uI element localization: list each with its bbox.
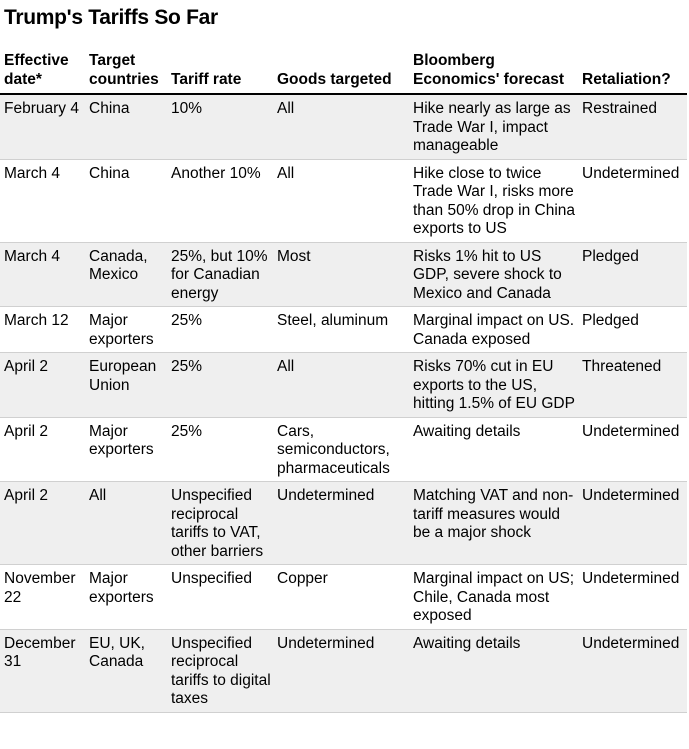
- cell-date: April 2: [4, 487, 48, 504]
- cell-goods: Steel, aluminum: [277, 312, 389, 329]
- cell-rate: 25%: [171, 358, 203, 375]
- header-row: [0, 47, 687, 94]
- table-row: [0, 242, 687, 307]
- cell-retaliation: Undetermined: [582, 164, 680, 182]
- column-header: Target countries: [89, 52, 159, 88]
- tariffs-table: [0, 47, 687, 713]
- cell-countries: EU, UK, Canada: [89, 634, 145, 670]
- cell-goods: All: [277, 164, 295, 182]
- cell-forecast: Awaiting details: [413, 634, 521, 652]
- table-row: [0, 307, 687, 353]
- cell-date: March 4: [4, 247, 60, 265]
- column-header: Goods targeted: [277, 70, 392, 88]
- cell-goods: Cars, semiconductors, pharmaceuticals: [277, 422, 390, 477]
- table-row: [0, 629, 687, 712]
- cell-rate: Another 10%: [171, 164, 261, 182]
- cell-date: December 31: [4, 634, 76, 670]
- cell-date: February 4: [4, 100, 79, 117]
- cell-rate: 25%, but 10% for Canadian energy: [171, 247, 268, 302]
- cell-retaliation: Pledged: [582, 312, 639, 329]
- cell-countries: Canada, Mexico: [89, 247, 148, 283]
- cell-rate: 25%: [171, 422, 203, 440]
- cell-countries: Major exporters: [89, 422, 154, 458]
- cell-forecast: Hike close to twice Trade War I, risks more than 50% drop in China exports to US: [413, 164, 576, 237]
- page-title: Trump's Tariffs So Far: [4, 6, 218, 29]
- cell-countries: China: [89, 164, 130, 182]
- cell-goods: All: [277, 100, 295, 117]
- cell-date: November 22: [4, 570, 76, 606]
- cell-forecast: Matching VAT and non-tariff measures would be a major shock: [413, 487, 574, 541]
- table-row: [0, 159, 687, 242]
- cell-forecast: Risks 70% cut in EU exports to the US, hitting 1.5% of EU GDP: [413, 358, 575, 412]
- cell-retaliation: Pledged: [582, 247, 639, 265]
- cell-retaliation: Threatened: [582, 358, 662, 375]
- cell-retaliation: Undetermined: [582, 487, 680, 504]
- column-header: Tariff rate: [171, 70, 242, 88]
- cell-countries: All: [89, 487, 107, 504]
- cell-date: April 2: [4, 422, 48, 440]
- cell-goods: Copper: [277, 570, 328, 587]
- table-row: [0, 353, 687, 418]
- cell-goods: Undetermined: [277, 487, 375, 504]
- cell-rate: 25%: [171, 312, 203, 329]
- column-header: Bloomberg Economics' forecast: [413, 52, 564, 88]
- column-header: Effective date*: [4, 52, 69, 88]
- cell-retaliation: Undetermined: [582, 422, 680, 440]
- cell-forecast: Marginal impact on US; Chile, Canada most exposed: [413, 570, 575, 624]
- cell-rate: Unspecified reciprocal tariffs to VAT, other barriers: [171, 487, 264, 560]
- cell-countries: Major exporters: [89, 312, 154, 348]
- column-header: Retaliation?: [582, 70, 671, 88]
- cell-goods: All: [277, 358, 295, 375]
- cell-forecast: Risks 1% hit to US GDP, severe shock to Mexico and Canada: [413, 247, 562, 302]
- cell-countries: Major exporters: [89, 570, 154, 606]
- table-row: [0, 94, 687, 159]
- cell-retaliation: Restrained: [582, 100, 657, 117]
- cell-goods: Most: [277, 247, 311, 265]
- cell-retaliation: Undetermined: [582, 570, 680, 587]
- cell-retaliation: Undetermined: [582, 634, 680, 652]
- cell-date: March 12: [4, 312, 69, 329]
- table-row: [0, 565, 687, 630]
- cell-forecast: Marginal impact on US. Canada exposed: [413, 312, 575, 348]
- cell-forecast: Hike nearly as large as Trade War I, impact manageable: [413, 100, 571, 154]
- cell-rate: 10%: [171, 100, 203, 117]
- cell-rate: Unspecified: [171, 570, 252, 587]
- table-row: [0, 482, 687, 565]
- cell-goods: Undetermined: [277, 634, 375, 652]
- cell-countries: China: [89, 100, 130, 117]
- cell-date: March 4: [4, 164, 60, 182]
- cell-date: April 2: [4, 358, 48, 375]
- cell-forecast: Awaiting details: [413, 422, 521, 440]
- table-row: [0, 417, 687, 482]
- cell-rate: Unspecified reciprocal tariffs to digital taxes: [171, 634, 271, 707]
- cell-countries: European Union: [89, 358, 157, 394]
